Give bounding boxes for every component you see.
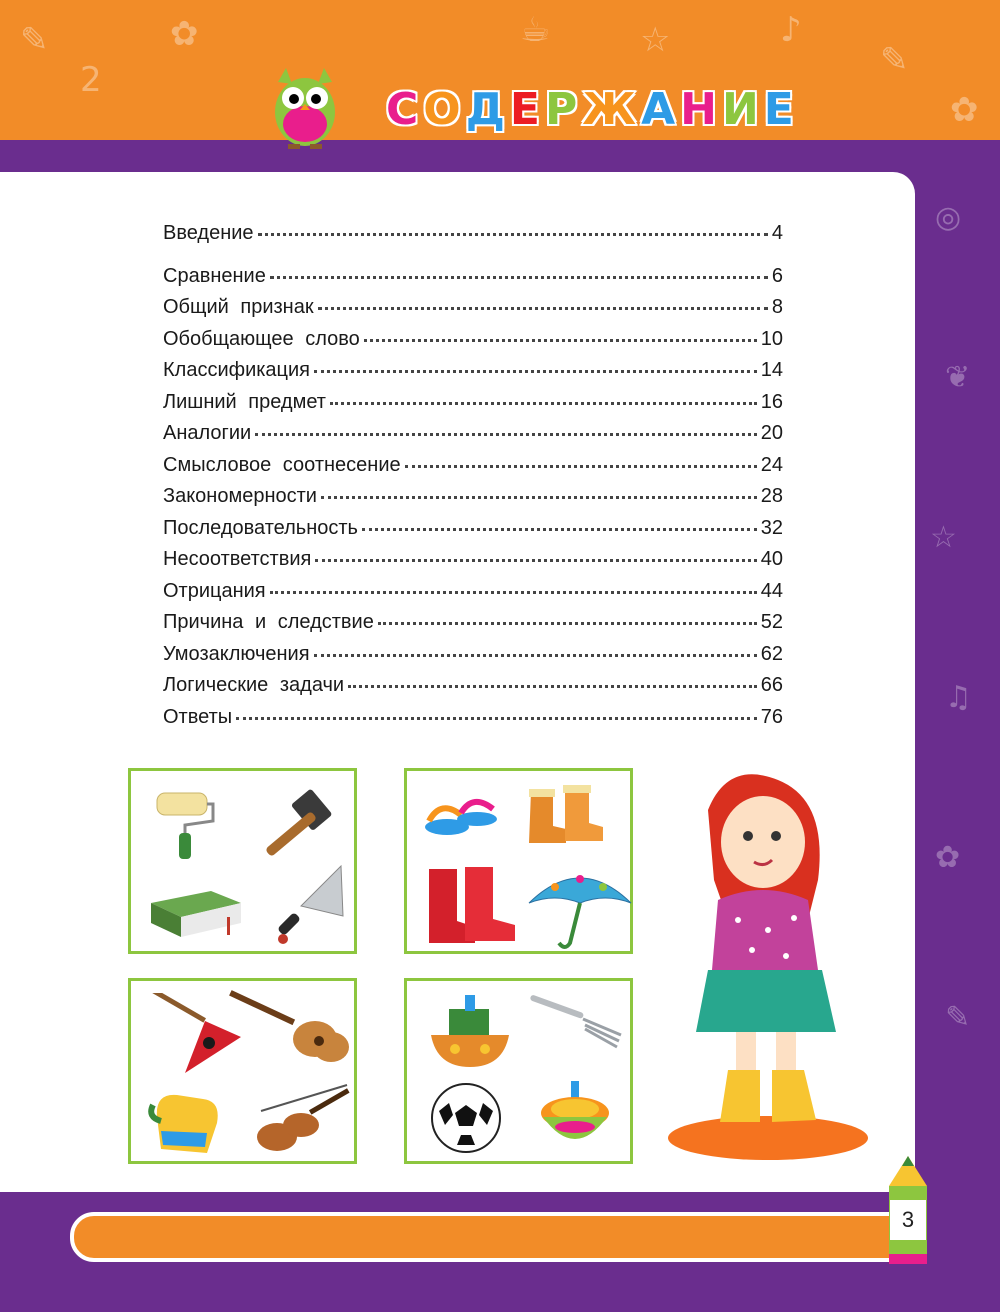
toc-row [163, 517, 783, 549]
toc-leader-dots [236, 716, 757, 720]
toc-label: Умозаключения [163, 642, 310, 665]
rubber-boots-icon [421, 863, 521, 953]
title-letter: Н [680, 84, 718, 135]
toc-leader-dots [315, 558, 756, 562]
book-icon [141, 881, 251, 941]
apple-doodle-icon: ❦ [945, 360, 971, 395]
toc-page-number: 28 [760, 485, 783, 507]
toc-row [163, 548, 783, 580]
ball-doodle-icon: ◎ [935, 200, 962, 235]
toc-label: Лишний предмет [163, 390, 326, 413]
toc-row [163, 296, 783, 328]
felt-boots-icon [521, 781, 611, 851]
toc-label: Введение [163, 222, 254, 244]
toc-leader-dots [348, 684, 757, 688]
hammer-icon [253, 789, 343, 864]
toc-row [163, 674, 783, 706]
guitar-icon [223, 987, 353, 1067]
toc-page-number: 52 [760, 611, 783, 633]
pencil-doodle-icon: ✎ [945, 1000, 971, 1035]
page-number: 3 [890, 1200, 926, 1240]
table-of-contents [163, 222, 783, 737]
toc-label: Последовательность [163, 516, 358, 539]
toc-label: Логические задачи [163, 674, 345, 696]
title-letter: А [641, 84, 677, 135]
toc-row [163, 328, 783, 360]
toc-row [163, 359, 783, 391]
toc-page-number: 66 [760, 674, 783, 696]
toc-leader-dots [364, 338, 757, 342]
title-letter: Р [544, 84, 579, 135]
toc-label: Причина и следствие [163, 611, 374, 633]
number-doodle-icon: 2 [80, 60, 102, 100]
toc-leader-dots [330, 401, 757, 405]
toc-row [163, 265, 783, 297]
toc-page-number: 16 [760, 390, 783, 413]
toc-row [163, 391, 783, 423]
backpack-doodle-icon: ✎ [20, 20, 49, 60]
toc-leader-dots [362, 527, 757, 531]
toc-leader-dots [321, 495, 757, 499]
trowel-icon [271, 861, 351, 946]
toc-row [163, 422, 783, 454]
star-doodle-icon: ☆ [640, 20, 671, 60]
toc-row [163, 580, 783, 612]
picture-box-footwear [404, 768, 633, 954]
spinning-top-icon [535, 1077, 615, 1161]
toc-row [163, 611, 783, 643]
title-letter: О [423, 84, 462, 135]
toc-label: Классификация [163, 359, 311, 381]
toc-leader-dots [405, 464, 757, 468]
toc-leader-dots [314, 653, 757, 657]
toc-label: Ответы [163, 705, 233, 728]
picture-box-tools [128, 768, 357, 954]
title-letter: Е [763, 84, 795, 135]
toc-label: Закономерности [163, 485, 317, 507]
paint-roller-icon [149, 789, 219, 859]
leaf-doodle-icon: ✿ [170, 14, 199, 54]
owl-icon [270, 62, 340, 152]
toc-page-number: 40 [760, 548, 783, 570]
toc-label: Смысловое соотнесение [163, 453, 401, 476]
title-letter: Ж [582, 84, 638, 135]
toc-page-number: 32 [760, 516, 783, 539]
toc-page-number: 76 [760, 705, 783, 728]
toc-page-number: 8 [771, 296, 783, 318]
title-letter: Д [465, 84, 506, 135]
cup-doodle-icon: ☕ [520, 10, 551, 50]
toc-label: Сравнение [163, 264, 266, 287]
toc-page-number: 6 [771, 264, 783, 287]
toc-page-number: 4 [771, 222, 783, 244]
toc-leader-dots [314, 369, 757, 373]
toc-page-number: 14 [760, 359, 783, 381]
picture-box-instruments [128, 978, 357, 1164]
toy-boat-icon [425, 991, 515, 1071]
star-doodle-icon: ☆ [930, 520, 957, 555]
title-letter: И [721, 84, 760, 135]
flower-doodle-icon: ✿ [935, 840, 961, 875]
umbrella-icon [525, 863, 635, 953]
toc-leader-dots [318, 306, 768, 310]
page-title [385, 84, 796, 135]
toc-row [163, 643, 783, 675]
toc-page-number: 10 [760, 327, 783, 350]
note-doodle-icon: ♪ [780, 10, 802, 50]
toc-leader-dots [255, 432, 757, 436]
violin-icon [247, 1081, 357, 1161]
toc-page-number: 24 [760, 453, 783, 476]
header-purple-strip [0, 140, 1000, 172]
toc-label: Аналогии [163, 422, 252, 444]
toc-page-number: 20 [760, 422, 783, 444]
soccer-ball-icon [429, 1081, 503, 1155]
bell-doodle-icon: ♫ [945, 680, 972, 715]
girl-illustration [668, 770, 868, 1160]
toc-label: Несоответствия [163, 548, 312, 570]
title-letter: Е [509, 84, 541, 135]
toc-label: Общий признак [163, 296, 314, 318]
toc-leader-dots [258, 232, 768, 236]
side-band [915, 140, 1000, 1200]
toc-leader-dots [378, 621, 757, 625]
sandals-icon [421, 785, 501, 845]
title-letter: С [386, 84, 420, 135]
toc-row [163, 454, 783, 486]
toc-page-number: 44 [760, 579, 783, 602]
footer-bar [70, 1212, 915, 1262]
fork-icon [525, 995, 625, 1055]
oven-mitt-icon [147, 1087, 237, 1162]
toc-row [163, 485, 783, 517]
toc-label: Отрицания [163, 579, 266, 602]
toc-page-number: 62 [760, 642, 783, 665]
toc-row [163, 222, 783, 254]
toc-label: Обобщающее слово [163, 327, 360, 350]
toc-leader-dots [270, 590, 757, 594]
picture-box-toys [404, 978, 633, 1164]
backpack-doodle-icon: ✎ [880, 40, 909, 80]
toc-row [163, 706, 783, 738]
toc-leader-dots [270, 275, 768, 279]
leaf-doodle-icon: ✿ [950, 90, 979, 130]
